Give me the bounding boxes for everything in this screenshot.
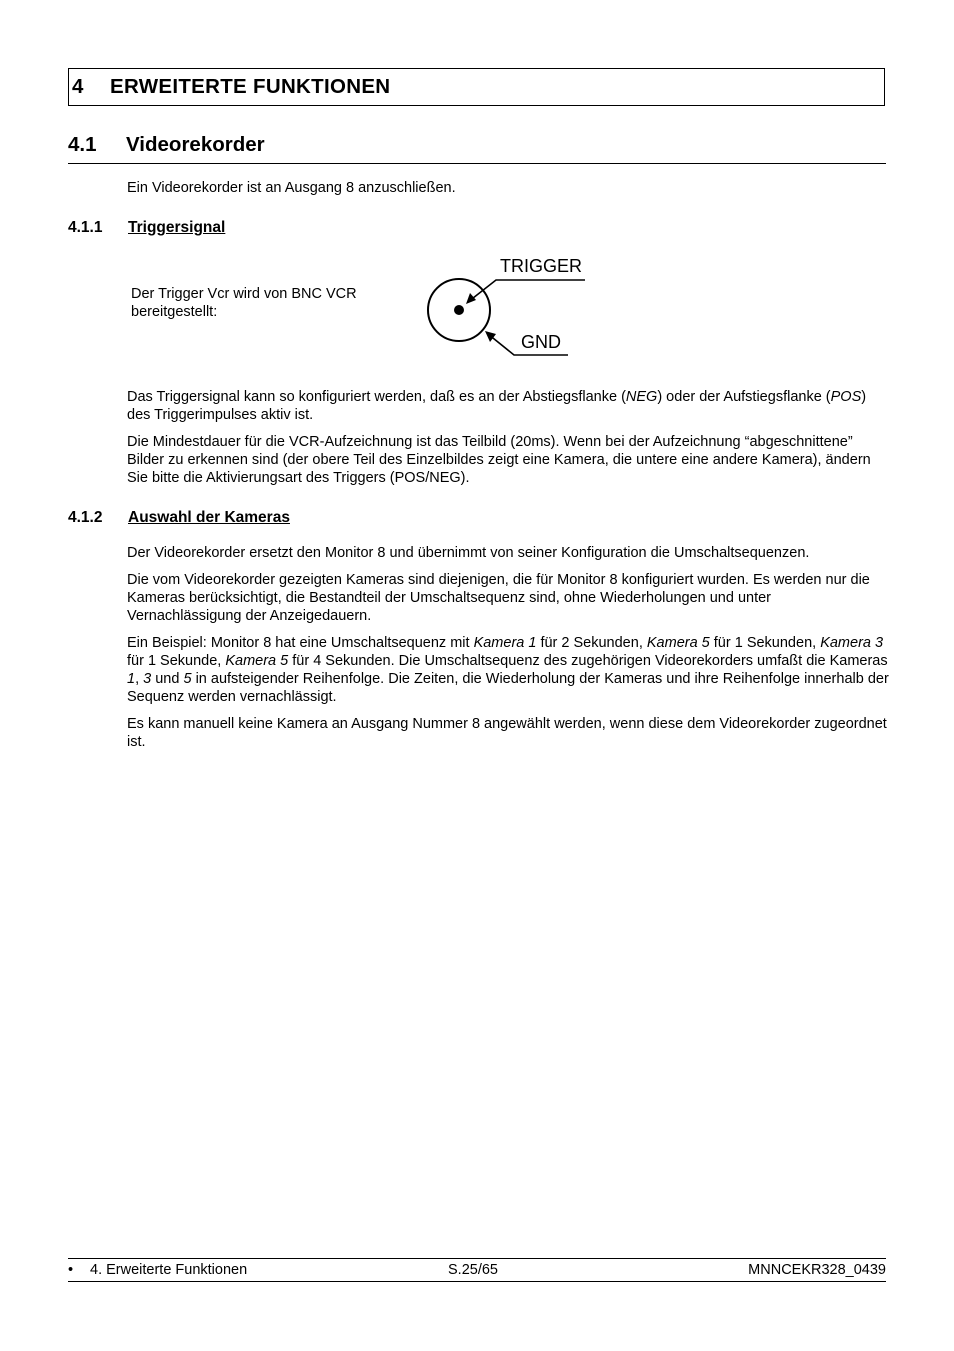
- figure-caption-line1: Der Trigger Vcr wird von BNC VCR: [131, 286, 357, 302]
- footer-bullet: •: [68, 1262, 74, 1278]
- footer-page-number: S.25/65: [448, 1262, 498, 1278]
- section-intro: Ein Videorekorder ist an Ausgang 8 anzuschließen.: [127, 180, 456, 196]
- chapter-number: 4: [72, 75, 84, 98]
- text-run: und: [151, 671, 184, 687]
- section-title-text: Videorekorder: [126, 133, 265, 156]
- section-number: 4.1: [68, 133, 97, 156]
- gnd-arrowhead: [485, 331, 496, 342]
- camera-term: Kamera 1: [473, 635, 537, 651]
- trigger-label: TRIGGER: [500, 256, 583, 276]
- text-run: ,: [135, 671, 144, 687]
- camera-term: Kamera 5: [646, 635, 710, 651]
- text-run: für 4 Sekunden. Die Umschaltsequenz des zugehörigen Videorekorders umfaßt die Kameras: [288, 653, 888, 669]
- footer-top-rule: [68, 1258, 886, 1259]
- subsection-number: 4.1.2: [68, 509, 103, 526]
- kameras-paragraph-1: Der Videorekorder ersetzt den Monitor 8 und übernimmt von seiner Konfiguration die Umschaltsequenzen.: [127, 545, 810, 561]
- camera-number: 5: [183, 671, 192, 687]
- footer-bottom-rule: [68, 1281, 886, 1282]
- footer-chapter-text: 4. Erweiterte Funktionen: [90, 1262, 248, 1278]
- text-run: ) oder der Aufstiegsflanke (: [657, 389, 831, 405]
- subsection-title-text: Auswahl der Kameras: [128, 509, 290, 526]
- chapter-title-text: ERWEITERTE FUNKTIONEN: [110, 75, 391, 98]
- chapter-heading-box: [68, 68, 885, 106]
- subsection-title-text: Triggersignal: [128, 219, 226, 236]
- footer-document-code: MNNCEKR328_0439: [748, 1262, 886, 1278]
- kameras-paragraph-3: [127, 634, 889, 706]
- bnc-center-pin: [454, 305, 464, 315]
- neg-term: NEG: [625, 389, 658, 405]
- text-run: ) des Triggerimpulses aktiv ist.: [127, 389, 867, 423]
- section-title: [68, 133, 265, 157]
- text-run: für 1 Sekunden,: [709, 635, 821, 651]
- camera-number: 3: [143, 671, 152, 687]
- figure-caption-line2: bereitgestellt:: [131, 304, 218, 320]
- chapter-title: [72, 75, 390, 99]
- kameras-paragraph-2: Die vom Videorekorder gezeigten Kameras sind diejenigen, die für Monitor 8 konfiguriert wurden. Es werden nur die Kameras berücksichtigt, die Bestandteil der Umschaltsequenz sind, ohne Wiederholungen und unter Vernachlässigung der Anzeigedauern.: [127, 572, 870, 624]
- camera-number: 1: [127, 671, 136, 687]
- subsection-title-triggersignal: [68, 219, 225, 237]
- camera-term: Kamera 3: [820, 635, 884, 651]
- subsection-number: 4.1.1: [68, 219, 103, 236]
- camera-term: Kamera 5: [225, 653, 289, 669]
- text-run: Das Triggersignal kann so konfiguriert werden, daß es an der Abstiegsflanke (: [127, 389, 626, 405]
- kameras-paragraph-4: Es kann manuell keine Kamera an Ausgang Nummer 8 angewählt werden, wenn diese dem Videorekorder zugeordnet ist.: [127, 716, 887, 750]
- section-divider: [68, 163, 886, 164]
- text-run: für 2 Sekunden,: [536, 635, 647, 651]
- figure-caption: [131, 285, 401, 321]
- trigger-paragraph-2: Die Mindestdauer für die VCR-Aufzeichnung ist das Teilbild (20ms). Wenn bei der Aufzeichnung “abgeschnittene” Bilder zu erkennen sind (der obere Teil des Einzelbildes zeigt eine Kamera, die untere eine andere Kamera), ändern Sie bitte die Aktivierungsart des Triggers (POS/NEG).: [127, 434, 871, 486]
- gnd-label: GND: [521, 332, 561, 352]
- text-run: Ein Beispiel: Monitor 8 hat eine Umschaltsequenz mit: [127, 635, 474, 651]
- text-run: in aufsteigender Reihenfolge. Die Zeiten, die Wiederholung der Kameras und ihre Reihenfolge innerhalb der Sequenz werden vernachlässigt.: [127, 671, 889, 705]
- text-run: für 1 Sekunde,: [127, 653, 226, 669]
- bnc-connector-diagram: [418, 250, 598, 360]
- pos-term: POS: [830, 389, 862, 405]
- footer-chapter: [68, 1262, 247, 1278]
- subsection-title-kameras: [68, 509, 290, 527]
- trigger-pointer-line: [468, 280, 585, 302]
- trigger-paragraph-1: [127, 388, 889, 424]
- trigger-arrowhead: [466, 293, 476, 304]
